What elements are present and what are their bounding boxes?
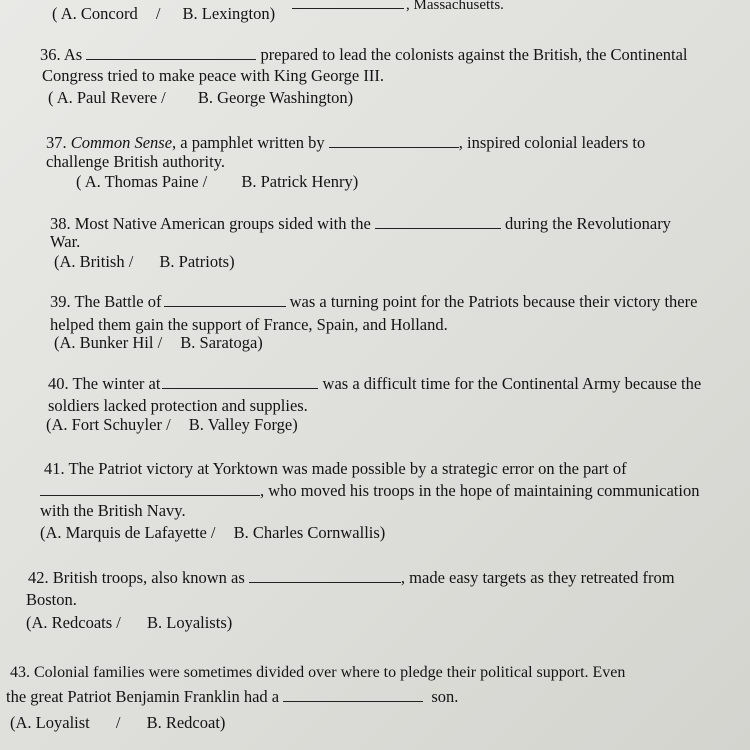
q40-text-before-blank: 40. The winter at — [48, 374, 161, 393]
q37-answer-blank[interactable] — [329, 133, 459, 148]
q39-options — [54, 333, 263, 352]
q37-options — [76, 172, 358, 191]
q35-answer-blank[interactable] — [292, 0, 404, 9]
q39-option-b[interactable]: B. Saratoga) — [180, 333, 263, 352]
q39-text-line2: helped them gain the support of France, Spain, and Holland. — [50, 315, 448, 334]
q42-text-line2: Boston. — [26, 590, 77, 609]
q39-option-a[interactable]: (A. Bunker Hil / — [54, 333, 163, 352]
q41-option-a[interactable]: (A. Marquis de Lafayette / — [40, 523, 216, 542]
q37-option-b[interactable]: B. Patrick Henry) — [241, 172, 359, 191]
q42-option-a[interactable]: (A. Redcoats / — [26, 613, 121, 632]
q36-option-b[interactable]: B. George Washington) — [197, 88, 354, 107]
q36-option-a[interactable]: ( A. Paul Revere / — [48, 88, 166, 107]
q37-text-after-blank: , inspired colonial leaders to — [458, 133, 646, 152]
q39-text-after-blank: was a turning point for the Patriots because their victory there — [289, 292, 698, 311]
q36-number: 36. As — [40, 45, 83, 64]
q41-option-b[interactable]: B. Charles Cornwallis) — [233, 523, 386, 542]
q40-option-b[interactable]: B. Valley Forge) — [188, 415, 298, 434]
q40-text-after-blank: was a difficult time for the Continental Army because the — [322, 374, 702, 393]
q43-text-line1: 43. Colonial families were sometimes divided over where to pledge their political support. Even — [10, 664, 626, 681]
q42-answer-blank[interactable] — [249, 568, 401, 583]
q38-option-b[interactable]: B. Patriots) — [159, 252, 235, 271]
q37-option-a[interactable]: ( A. Thomas Paine / — [76, 172, 208, 191]
q36-text-line2: Congress tried to make peace with King George III. — [42, 66, 384, 85]
q37-text-before-blank: , a pamphlet written by — [172, 133, 325, 152]
q42-text-before-blank: 42. British troops, also known as — [28, 568, 245, 587]
q43-option-a[interactable]: (A. Loyalist — [10, 713, 90, 732]
q38-answer-blank[interactable] — [375, 214, 501, 229]
q43-option-b[interactable]: B. Redcoat) — [146, 713, 226, 732]
q38-text-line2: War. — [50, 232, 81, 251]
q38-option-a[interactable]: (A. British / — [54, 252, 134, 271]
q36-text-after-blank: prepared to lead the colonists against the British, the Continental — [260, 45, 688, 64]
q43-option-separator: / — [115, 713, 121, 732]
q42-text-after-blank: , made easy targets as they retreated from — [400, 568, 675, 587]
q35-text-tail: , Massachusetts. — [406, 0, 504, 13]
q41-answer-blank[interactable] — [40, 481, 260, 496]
q39-answer-blank[interactable] — [164, 292, 286, 307]
q36-options — [48, 88, 353, 107]
q43-text-before-blank: the great Patriot Benjamin Franklin had a — [6, 687, 280, 706]
q43-options — [10, 713, 225, 732]
q35-option-separator: / — [155, 4, 161, 23]
q40-text-line2: soldiers lacked protection and supplies. — [48, 396, 308, 415]
q40-option-a[interactable]: (A. Fort Schuyler / — [46, 415, 171, 434]
q40-options — [46, 415, 298, 434]
q37-pamphlet-title: Common Sense — [70, 133, 173, 152]
q41-text-line3: with the British Navy. — [40, 501, 186, 520]
q41-text-line1: 41. The Patriot victory at Yorktown was made possible by a strategic error on the part of — [44, 459, 627, 478]
q41-options — [40, 523, 385, 542]
q39-text-before-blank: 39. The Battle of — [50, 292, 162, 311]
q37-text-line2: challenge British authority. — [46, 152, 226, 171]
q35-option-b[interactable]: B. Lexington) — [182, 4, 276, 23]
q42-option-b[interactable]: B. Loyalists) — [146, 613, 233, 632]
q35-options — [52, 4, 275, 23]
q38-options — [54, 252, 235, 271]
q38-text-after-blank: during the Revolutionary — [505, 214, 671, 233]
q41-text-after-blank: , who moved his troops in the hope of maintaining communication — [260, 481, 700, 500]
q43-answer-blank[interactable] — [283, 687, 423, 702]
q35-option-a[interactable]: ( A. Concord — [52, 4, 138, 23]
q43-text-after-blank: son. — [431, 687, 459, 706]
q42-options — [26, 613, 232, 632]
q36-answer-blank[interactable] — [86, 45, 256, 60]
q38-text-before-blank: 38. Most Native American groups sided with the — [50, 214, 371, 233]
q40-answer-blank[interactable] — [162, 374, 318, 389]
q37-number: 37. — [46, 133, 67, 152]
